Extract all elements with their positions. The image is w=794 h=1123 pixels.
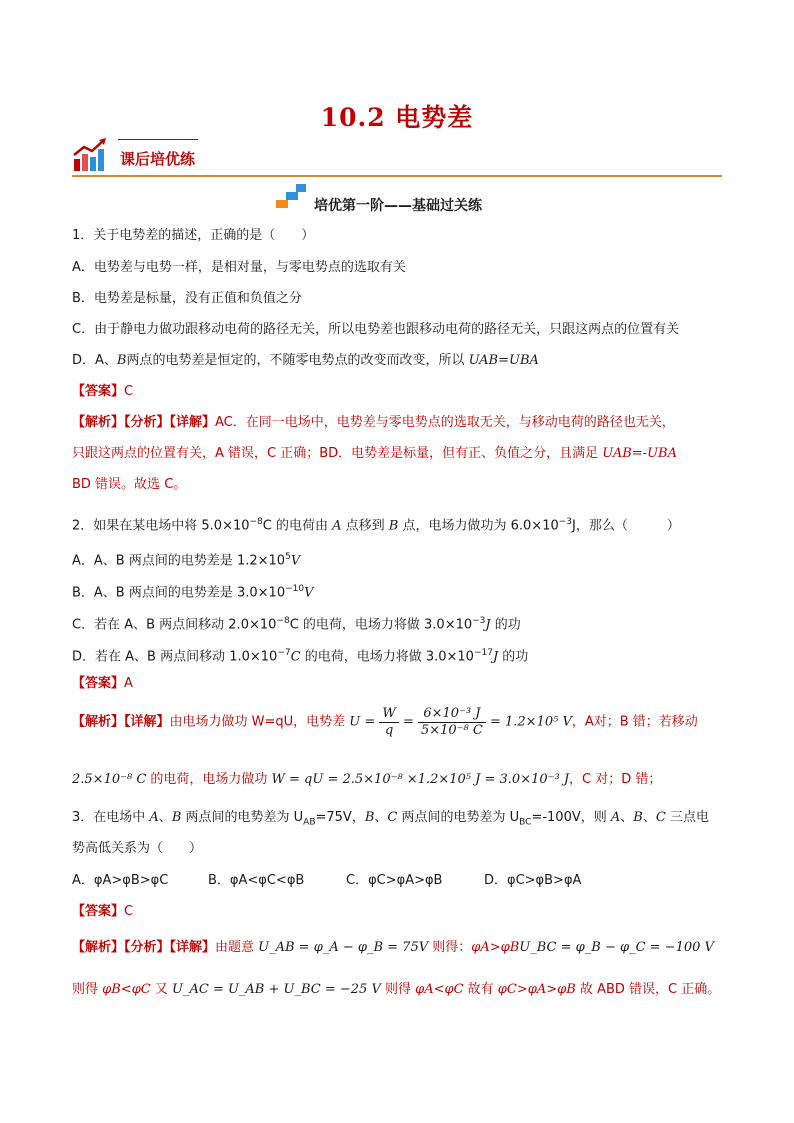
q3-analysis-line2: 则得 φB<φC 又 U_AC = U_AB + U_BC = −25 V 则得 φA<φC 故有 φC>φA>φB 故 ABD 错误，C 正确。 [72, 982, 721, 997]
q2-option-c: C．若在 A、B 两点间移动 $2.0\times 10^{-8}C$ 的电荷，电场力将做 $3.0\times 10^{-3}J$ 的功 [72, 616, 521, 633]
banner-accent-line [118, 139, 198, 140]
stairs-icon [274, 182, 308, 210]
q1-analysis-line1: 【解析】【分析】【详解】AC．在同一电场中，电势差与零电势点的选取无关，与移动电荷的路径也无关， [72, 415, 675, 430]
section-banner-label: 课后培优练 [120, 150, 196, 168]
q3-option-a: A．φA>φB>φC [72, 873, 169, 888]
q1-option-c: C．由于静电力做功跟移动电荷的路径无关，所以电势差也跟移动电荷的路径无关，只跟这两点的位置有关 [72, 322, 680, 337]
page-title: 10.2 电势差 [320, 103, 474, 132]
q2-analysis-line1: 【解析】【详解】由电场力做功 W=qU，电势差 U = $\frac{W}{q}$ = $\frac{\text{6×10⁻³ J}}{\text{5×10⁻⁸ C}}$ = 1.2×10⁵ V，A对；B 错；若移动 [72, 706, 698, 738]
q1-stem: 1．关于电势差的描述，正确的是（ ） [72, 228, 315, 243]
q2-option-b: B．A、B 两点间的电势差是 $3.0\times 10^{-10}V$ [72, 584, 314, 601]
stage-title: 培优第一阶——基础过关练 [314, 198, 482, 214]
q3-analysis-line1: 【解析】【分析】【详解】由题意 U_AB = φ_A − φ_B = 75V 则得：φA>φBU_BC = φ_B − φ_C = −100 V [72, 940, 714, 955]
q3-stem-line1: 3．在电场中 A、B 两点间的电势差为 $U_{AB}=75V$，B、C 两点间的电势差为 $U_{BC}=-100V$，则 A、B、C 三点电 [72, 810, 709, 828]
q1-analysis-line3: BD 错误。故选 C。 [72, 477, 187, 492]
q3-option-c: C．φC>φA>φB [346, 873, 443, 888]
q1-option-a: A．电势差与电势一样，是相对量，与零电势点的选取有关 [72, 260, 406, 275]
q3-option-d: D．φC>φB>φA [484, 873, 582, 888]
q3-answer: 【答案】C [72, 904, 134, 919]
q3-option-b: B．φA<φC<φB [208, 873, 305, 888]
q1-answer: 【答案】C [72, 384, 134, 399]
q2-option-d: D．若在 A、B 两点间移动 $1.0\times 10^{-7}C$ 的电荷，电场力将做 $3.0\times 10^{-17}J$ 的功 [72, 648, 529, 665]
q3-options [72, 873, 581, 889]
q1-analysis-line2: 只跟这两点的位置有关，A 错误，C 正确；BD．电势差是标量，但有正、负值之分，且满足 UAB=-UBA [72, 446, 677, 461]
growth-chart-icon [72, 137, 108, 173]
q3-stem-line2: 势高低关系为（ ） [72, 841, 203, 856]
q1-option-b: B．电势差是标量，没有正值和负值之分 [72, 291, 302, 306]
q2-stem: 2．如果在某电场中将 $5.0\times 10^{-8}C$ 的电荷由 A 点移到 B 点，电场力做功为 $6.0\times 10^{-3}J$，那么（ ） [72, 517, 680, 534]
q2-analysis-line2: 2.5×10⁻⁸ C 的电荷，电场力做功 W = qU = 2.5×10⁻⁸ ×1.2×10⁵ J = 3.0×10⁻³ J，C 对；D 错； [72, 772, 662, 787]
fraction-values: $\frac{\text{6×10⁻³ J}}{\text{5×10⁻⁸ C}}$ [418, 706, 486, 739]
banner-divider [72, 175, 722, 177]
q1-option-d: D．A、B两点的电势差是恒定的，不随零电势点的改变而改变，所以 UAB=UBA [72, 353, 539, 368]
formula-u: U = [349, 714, 376, 730]
q2-answer: 【答案】A [72, 676, 133, 691]
fraction-w-over-q: $\frac{W}{q}$ [379, 706, 398, 739]
q2-option-a: A．A、B 两点间的电势差是 $1.2\times 10^5V$ [72, 552, 301, 569]
